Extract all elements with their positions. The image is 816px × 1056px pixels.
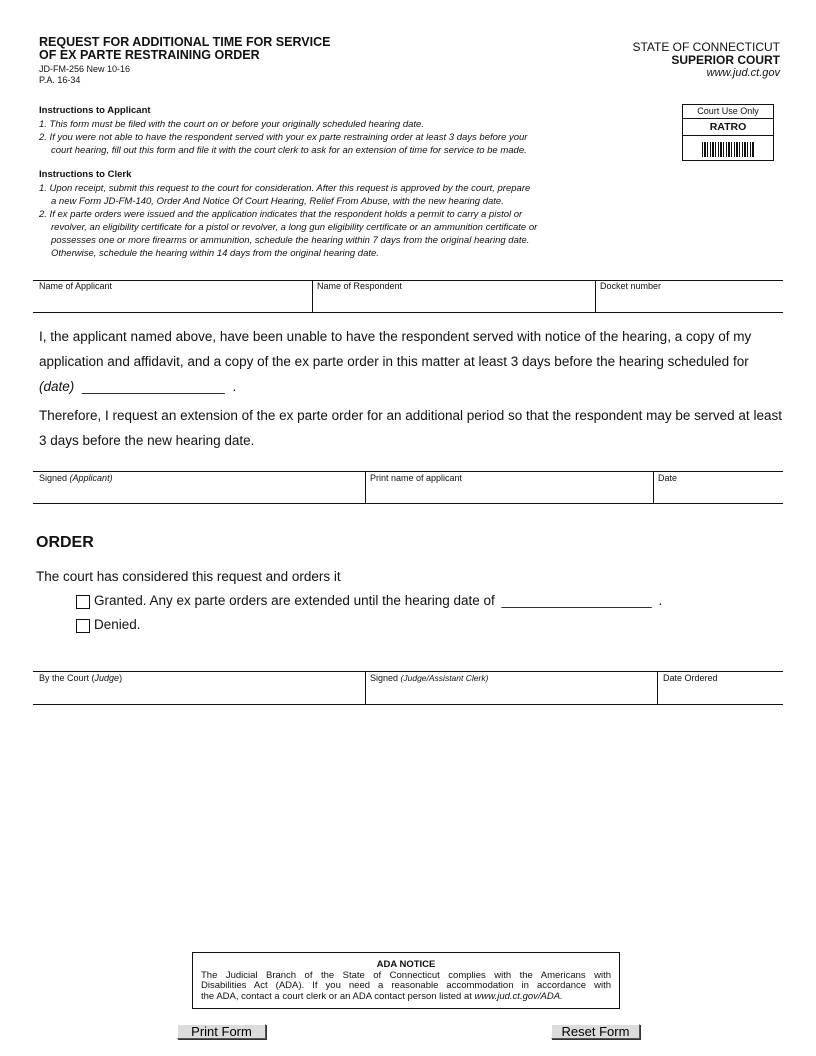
date-ordered-label: Date Ordered: [663, 673, 718, 683]
ada-text-line: Disabilities Act (ADA). If you need a reasonable accommodation in accordance with: [201, 980, 611, 991]
judge-signature-field[interactable]: [368, 684, 654, 703]
granted-text: [94, 593, 662, 608]
applicant-instructions: [39, 118, 639, 157]
state-name: STATE OF CONNECTICUT: [632, 40, 780, 54]
applicant-date-label: Date: [658, 473, 678, 483]
order-heading: ORDER: [36, 534, 94, 551]
order-intro: The court has considered this request and orders it: [36, 569, 341, 584]
signed-text: Signed: [370, 673, 401, 683]
ada-text-line: [193, 992, 619, 1003]
reset-form-button[interactable]: Reset Form: [551, 1024, 640, 1039]
clerk-instruction-line: Otherwise, schedule the hearing within 14 days from the original hearing date.: [51, 248, 379, 259]
date-label: (date): [39, 379, 75, 394]
denied-checkbox[interactable]: [76, 619, 90, 633]
new-hearing-date-blank[interactable]: ____________________: [501, 593, 652, 608]
respondent-name-label: Name of Respondent: [317, 281, 403, 291]
date-ordered-field[interactable]: [660, 684, 781, 703]
form-number: JD-FM-256 New 10-16: [39, 64, 131, 74]
by-the-court-label: [39, 673, 122, 683]
granted-label: Granted. Any ex parte orders are extended until the hearing date of: [94, 593, 495, 608]
print-form-button[interactable]: Print Form: [177, 1024, 266, 1039]
clerk-instruction-line: a new Form JD-FM-140, Order And Notice Of Court Hearing, Relief From Abuse, with the new hearing date.: [51, 196, 504, 207]
period: .: [232, 379, 237, 394]
clerk-instructions-heading: Instructions to Clerk: [39, 169, 132, 180]
docket-number-label: Docket number: [600, 281, 662, 291]
clerk-instruction-line: 2. If ex parte orders were issued and the application indicates that the respondent holds a permit to carry a pistol or: [39, 209, 523, 220]
court-header: [632, 41, 780, 80]
by-the-court-field[interactable]: [35, 684, 362, 703]
paren-text: ): [119, 673, 123, 683]
applicant-name-field[interactable]: [35, 292, 309, 311]
form-title: [39, 36, 330, 62]
form-title-line2: OF EX PARTE RESTRAINING ORDER: [39, 48, 260, 62]
applicant-signature-label: [39, 473, 113, 483]
hearing-date-blank[interactable]: ___________________: [82, 379, 225, 394]
clerk-instruction-line: possesses one or more firearms or ammunition, schedule the hearing within 7 days from the original hearing date.: [51, 235, 530, 246]
statement-line: I, the applicant named above, have been unable to have the respondent served with notice of the hearing, a copy of my: [39, 329, 752, 344]
ada-heading: ADA NOTICE: [376, 959, 436, 970]
pa-number: P.A. 16-34: [39, 75, 81, 85]
period: .: [658, 593, 663, 608]
statement-line: application and affidavit, and a copy of the ex parte order in this matter at least 3 days before the hearing scheduled for: [39, 354, 749, 369]
clerk-instruction-line: revolver, an eligibility certificate for a pistol or revolver, a long gun eligibility certificate or an ammunition certificate or: [51, 222, 538, 233]
by-court-text: By the Court (: [39, 673, 95, 683]
applicant-name-label: Name of Applicant: [39, 281, 113, 291]
extension-request: [39, 403, 799, 453]
barcode-icon: [702, 142, 754, 157]
court-use-box: [682, 104, 774, 161]
court-use-code: RATRO: [683, 119, 773, 136]
applicant-instructions-heading: Instructions to Applicant: [39, 105, 151, 116]
ada-text-line: The Judicial Branch of the State of Connecticut complies with the Americans with: [201, 969, 611, 981]
ada-link[interactable]: www.jud.ct.gov/ADA.: [474, 990, 563, 1002]
court-website: www.jud.ct.gov: [706, 67, 780, 79]
applicant-statement: [39, 324, 799, 399]
court-use-label: Court Use Only: [683, 105, 773, 119]
judge-text: Judge: [94, 673, 120, 683]
clerk-instruction-line: 1. Upon receipt, submit this request to the court for consideration. After this request is approved by the court, prepare: [39, 183, 531, 194]
statement-line: 3 days before the new hearing date.: [39, 433, 255, 448]
signed-applicant-text: (Applicant): [69, 473, 113, 483]
applicant-instruction-line: court hearing, fill out this form and file it with the court clerk to ask for an extension of time for service to be made.: [51, 145, 527, 156]
judge-signature-label: [370, 673, 488, 683]
form-title-line1: REQUEST FOR ADDITIONAL TIME FOR SERVICE: [39, 35, 331, 49]
applicant-instruction-line: 2. If you were not able to have the respondent served with your ex parte restraining order at least 3 days before your: [39, 132, 528, 143]
print-name-label: Print name of applicant: [370, 473, 463, 483]
applicant-signature-field[interactable]: [35, 484, 362, 502]
statement-line: Therefore, I request an extension of the ex parte order for an additional period so that the respondent may be served at least: [39, 408, 782, 423]
docket-number-field[interactable]: [598, 292, 781, 311]
print-name-field[interactable]: [368, 484, 650, 502]
respondent-name-field[interactable]: [315, 292, 592, 311]
ada-text: the ADA, contact a court clerk or an ADA contact person listed at: [201, 990, 475, 1002]
judge-clerk-text: (Judge/Assistant Clerk): [400, 673, 489, 683]
denied-label: Denied.: [94, 617, 141, 632]
court-name: SUPERIOR COURT: [671, 53, 780, 67]
signed-text: Signed: [39, 473, 68, 483]
ada-notice: [192, 952, 620, 1009]
applicant-instruction-line: 1. This form must be filed with the court on or before your originally scheduled hearing date.: [39, 119, 424, 130]
applicant-date-field[interactable]: [656, 484, 781, 502]
granted-checkbox[interactable]: [76, 595, 90, 609]
clerk-instructions: [39, 182, 659, 260]
